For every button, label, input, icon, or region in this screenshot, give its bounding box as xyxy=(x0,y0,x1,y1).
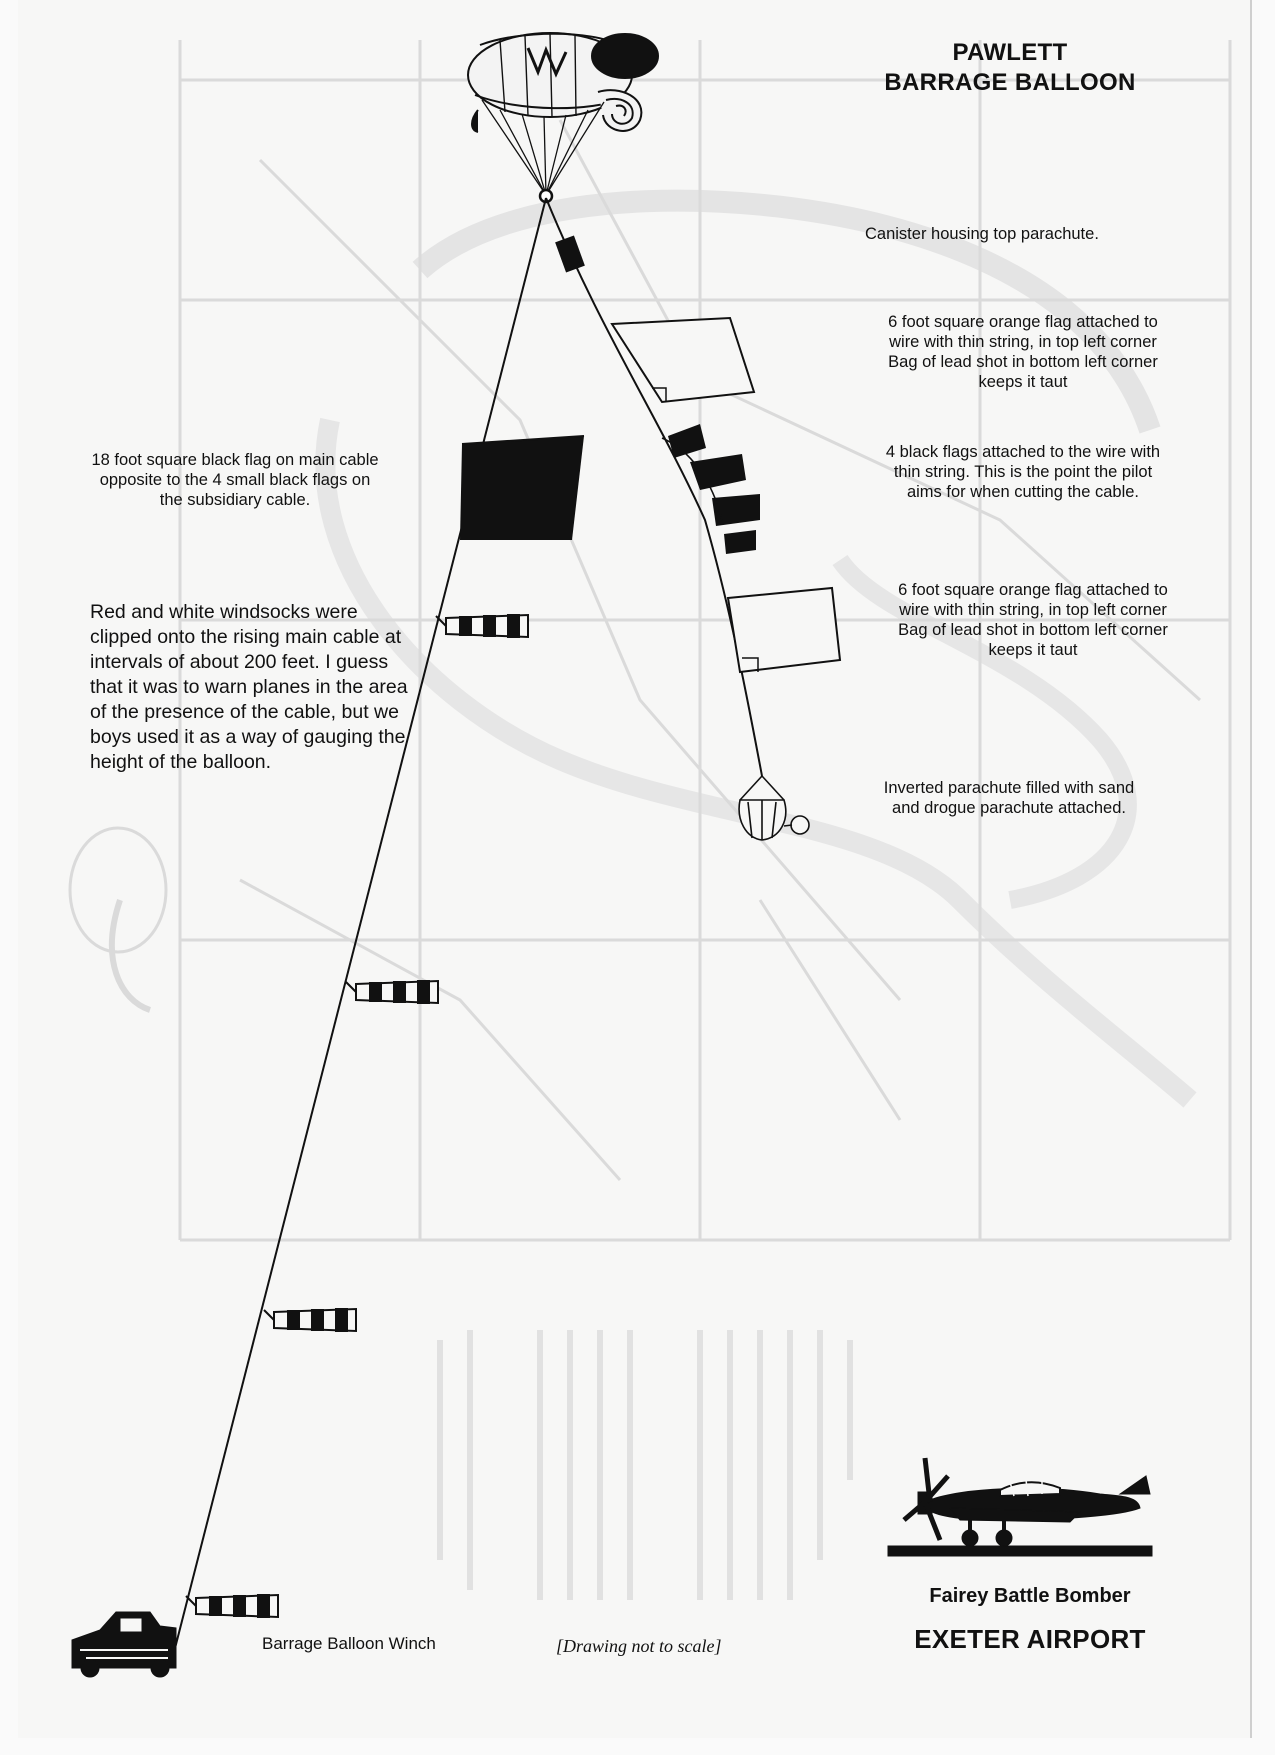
label-line: opposite to the 4 small black flags on xyxy=(99,471,371,490)
scale-note: [Drawing not to scale] xyxy=(556,1636,722,1656)
label-line: but we boys used it as xyxy=(90,700,399,748)
label-line: I guess that it was to warn xyxy=(90,650,389,698)
label-line: Bag of lead shot in bottom left corner xyxy=(888,353,1158,372)
label-line: height of the balloon. xyxy=(90,750,272,773)
big-black-flag-label xyxy=(70,450,400,510)
main-cable xyxy=(172,198,546,1660)
label-line: Bag of lead shot in bottom left corner xyxy=(898,621,1168,640)
label-line: 6 foot square orange flag attached to xyxy=(888,313,1158,331)
label-line: planes in the area of the xyxy=(90,675,408,723)
label-line: 18 foot square black flag on main cable xyxy=(91,451,379,469)
label-line: wire with thin string, in top left corner xyxy=(889,333,1157,352)
plane-caption: Fairey Battle Bomber xyxy=(929,1585,1131,1607)
windsocks-label xyxy=(90,600,410,775)
parachute-icon xyxy=(739,776,809,840)
barrage-balloon-icon xyxy=(468,33,658,132)
label-line: Inverted parachute filled with sand xyxy=(883,779,1135,797)
label-line: 4 black flags attached to the wire with xyxy=(885,443,1161,461)
label-line: 6 foot square orange flag attached to xyxy=(898,581,1168,599)
label-line: thin string. This is the point the pilot xyxy=(893,463,1153,482)
bleed-through-text xyxy=(440,1330,850,1600)
inverted-parachute-label xyxy=(864,778,1154,818)
label-line: and drogue parachute attached. xyxy=(892,799,1126,818)
label-line: a way of gauging the xyxy=(225,725,406,748)
fairey-battle-plane-icon xyxy=(888,1458,1152,1556)
label-line: 200 feet. xyxy=(243,650,320,673)
orange-flag-top-label xyxy=(858,312,1188,393)
title-line-1: PAWLETT xyxy=(952,39,1068,66)
label-line: aims for when cutting the cable. xyxy=(906,483,1140,502)
canister-label: Canister housing top parachute. xyxy=(865,225,1099,243)
black-flags-label xyxy=(858,442,1188,502)
label-line: wire with thin string, in top left corner xyxy=(899,601,1167,620)
orange-flag-bottom xyxy=(728,588,840,672)
orange-flag-top xyxy=(612,318,754,402)
label-line: cable at intervals of about xyxy=(90,625,402,673)
page-title xyxy=(860,38,1160,98)
title-line-2: BARRAGE BALLOON xyxy=(884,69,1136,96)
label-line: clipped onto the rising main xyxy=(90,625,328,648)
label-line: Red and white windsocks were xyxy=(90,601,358,623)
canister-icon xyxy=(555,236,585,273)
winch-label: Barrage Balloon Winch xyxy=(262,1634,436,1653)
label-line: keeps it taut xyxy=(978,373,1068,392)
big-black-flag xyxy=(460,436,584,540)
airport-title: EXETER AIRPORT xyxy=(914,1624,1146,1654)
orange-flag-bottom-label xyxy=(868,580,1198,661)
subsidiary-cable xyxy=(546,198,762,776)
label-line: keeps it taut xyxy=(988,641,1078,660)
small-black-flags xyxy=(662,424,760,554)
label-line: the subsidiary cable. xyxy=(159,491,311,510)
label-line: presence of the cable, xyxy=(144,700,337,723)
winch-truck-icon xyxy=(72,1612,176,1677)
